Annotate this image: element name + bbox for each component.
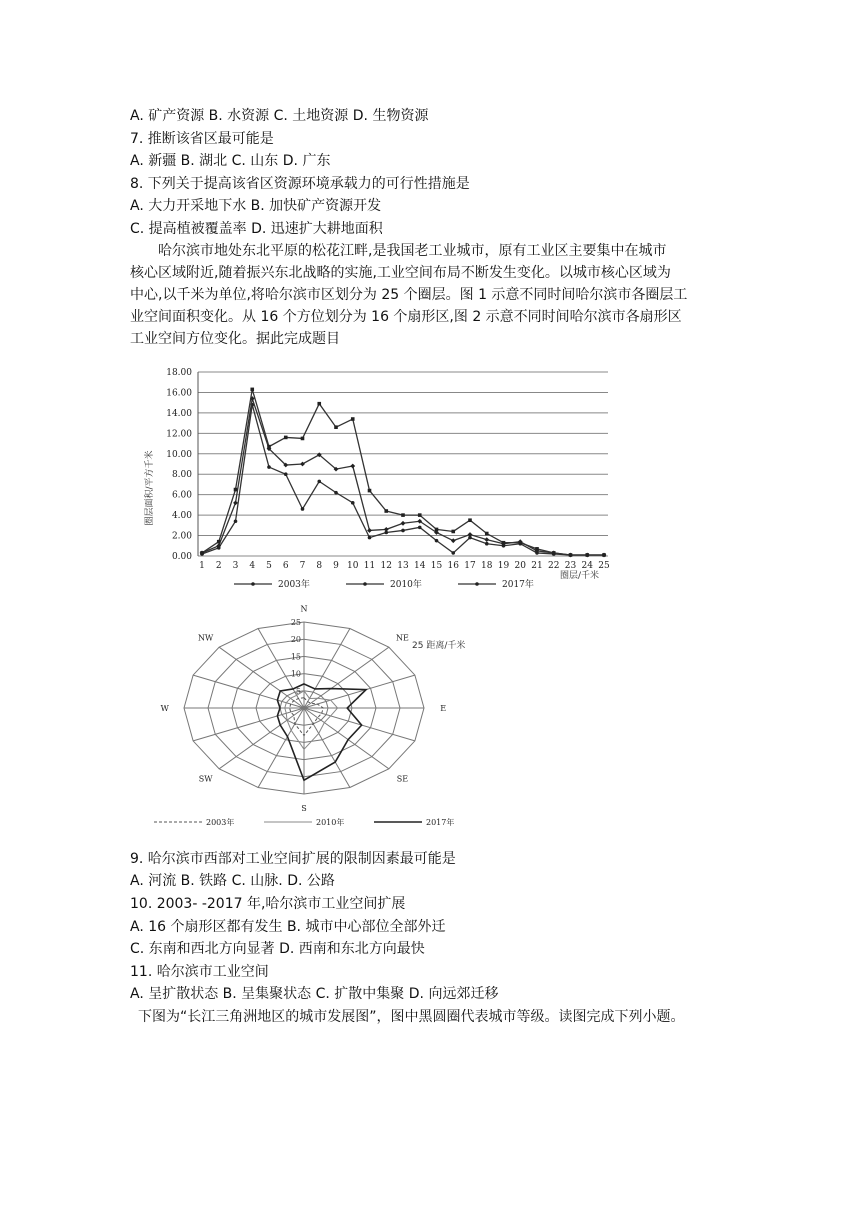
y-tick-label: 12.00 (166, 429, 192, 440)
legend (154, 817, 454, 827)
y-tick-label: 4.00 (171, 511, 192, 522)
direction-label: S (301, 803, 307, 813)
legend-label: 2003年 (206, 818, 235, 827)
x-tick-label: 4 (249, 561, 256, 571)
x-tick-label: 17 (464, 561, 476, 571)
x-tick-label: 3 (232, 561, 239, 571)
radius-tick-label: 5 (295, 686, 301, 696)
y-axis-label: 圈层面积/平方千米 (145, 450, 155, 526)
data-point (451, 530, 455, 534)
x-tick-label: 7 (299, 561, 306, 571)
x-tick-label: 2 (215, 561, 222, 571)
q8-stem: 8. 下列关于提高该省区资源环境承载力的可行性措施是 (130, 176, 470, 192)
direction-label: SW (198, 774, 213, 784)
radius-tick-label: 25 (290, 618, 301, 627)
radar-spoke (304, 647, 389, 708)
data-point (384, 509, 388, 513)
direction-label: W (160, 704, 169, 713)
figure-2-radar-chart (132, 604, 520, 832)
data-point (317, 402, 321, 406)
data-point (468, 532, 473, 537)
x-tick-label: 15 (430, 561, 443, 571)
data-point (468, 518, 472, 522)
figure-1-line-chart (132, 360, 610, 596)
direction-label: N (300, 604, 308, 614)
data-point (284, 472, 288, 476)
direction-label: NW (197, 633, 214, 643)
data-point (301, 437, 305, 441)
legend-label: 2017年 (426, 818, 455, 827)
q11-stem: 11. 哈尔滨市工业空间 (130, 964, 269, 980)
passage-harbin (130, 240, 740, 350)
x-tick-labels (199, 561, 610, 571)
y-tick-labels (166, 368, 192, 562)
y-tick-label: 6.00 (171, 490, 192, 501)
x-tick-label: 18 (481, 561, 493, 571)
direction-label: NE (396, 633, 409, 643)
data-point (435, 528, 439, 532)
passage-line-1: 哈尔滨市地处东北平原的松花江畔,是我国老工业城市，原有工业区主要集中在城市 (158, 243, 667, 259)
direction-label: E (440, 704, 447, 713)
radar-spoke (219, 708, 304, 769)
data-point (350, 464, 355, 469)
x-tick-label: 24 (581, 561, 593, 571)
data-point (418, 526, 422, 530)
y-tick-label: 10.00 (166, 449, 192, 460)
y-tick-label: 14.00 (166, 408, 192, 419)
legend-label: 2010年 (390, 580, 422, 590)
x-tick-label: 20 (514, 561, 526, 571)
legend-label: 2017年 (502, 580, 534, 590)
x-tick-label: 22 (548, 561, 560, 571)
data-point (301, 507, 305, 511)
x-tick-label: 8 (316, 561, 323, 571)
data-point (401, 521, 406, 526)
data-point (484, 537, 489, 542)
data-point (569, 553, 573, 557)
x-tick-label: 5 (266, 561, 272, 571)
q10-options-2: C. 东南和西北方向显著 D. 西南和东北方向最快 (130, 941, 425, 957)
data-point (200, 551, 204, 555)
data-point (267, 445, 271, 449)
passage-line-2: 核心区域附近,随着振兴东北战略的实施,工业空间布局不断发生变化。以城市核心区域为 (130, 265, 671, 281)
data-point (368, 489, 372, 493)
data-point (284, 436, 288, 440)
y-tick-label: 8.00 (171, 470, 192, 481)
x-tick-label: 1 (199, 561, 205, 571)
data-point (267, 465, 271, 469)
q10-stem: 10. 2003- -2017 年,哈尔滨市工业空间扩展 (130, 896, 406, 912)
legend-label: 2003年 (278, 580, 310, 590)
x-tick-label: 10 (347, 561, 359, 571)
data-point (384, 527, 389, 532)
x-tick-label: 25 (598, 561, 610, 571)
legend-marker (363, 582, 367, 586)
q11-options: A. 呈扩散状态 B. 呈集聚状态 C. 扩散中集聚 D. 向远郊迁移 (130, 986, 499, 1002)
data-point (451, 538, 456, 543)
passage-line-4: 业空间面积变化。从 16 个方位划分为 16 个扇形区,图 2 示意不同时间哈尔滨市各扇形区 (130, 309, 682, 325)
data-point (552, 551, 556, 555)
x-tick-label: 21 (531, 561, 543, 571)
q8-options-2: C. 提高植被覆盖率 D. 迅速扩大耕地面积 (130, 221, 383, 237)
radius-tick-label: 10 (290, 669, 301, 679)
data-point (351, 417, 355, 421)
q7-options: A. 新疆 B. 湖北 C. 山东 D. 广东 (130, 153, 331, 169)
x-tick-label: 13 (397, 561, 409, 571)
passage-yangtze: 下图为“长江三角洲地区的城市发展图”，图中黑圆圈代表城市等级。读图完成下列小题。 (138, 1009, 685, 1025)
data-point (502, 541, 506, 545)
y-tick-label: 16.00 (166, 388, 192, 399)
data-point (217, 540, 221, 544)
data-point (401, 513, 405, 517)
data-point (585, 553, 589, 557)
grid (198, 372, 608, 556)
radar-unit-label: 25 距离/千米 (412, 641, 466, 651)
radius-tick-label: 15 (290, 652, 301, 662)
passage-line-3: 中心,以千米为单位,将哈尔滨市区划分为 25 个圈层。图 1 示意不同时间哈尔滨市各圈层工 (130, 287, 688, 303)
data-point (602, 553, 606, 557)
q9-options: A. 河流 B. 铁路 C. 山脉. D. 公路 (130, 873, 335, 889)
q10-options-1: A. 16 个扇形区都有发生 B. 城市中心部位全部外迁 (130, 919, 446, 935)
y-tick-label: 2.00 (171, 531, 192, 542)
q9-stem: 9. 哈尔滨市西部对工业空间扩展的限制因素最可能是 (130, 851, 456, 867)
data-point (233, 500, 238, 505)
direction-label: SE (396, 774, 409, 784)
data-point (535, 547, 539, 551)
data-point (250, 388, 254, 392)
legend-marker (475, 582, 479, 586)
data-point (435, 539, 439, 543)
q6-options: A. 矿产资源 B. 水资源 C. 土地资源 D. 生物资源 (130, 108, 429, 124)
radius-tick-label: 20 (290, 635, 301, 645)
data-point (317, 480, 321, 484)
x-tick-label: 16 (447, 561, 459, 571)
y-tick-label: 0.00 (171, 552, 192, 562)
radar-grid (184, 622, 424, 794)
data-point (300, 462, 305, 467)
x-axis-label: 圈层/千米 (560, 571, 600, 581)
x-tick-label: 11 (363, 561, 376, 571)
x-tick-label: 19 (497, 561, 510, 571)
q7-stem: 7. 推断该省区最可能是 (130, 131, 274, 147)
data-point (518, 541, 522, 545)
data-point (418, 513, 422, 517)
x-tick-label: 23 (564, 561, 577, 571)
legend (234, 578, 534, 590)
radius-tick-labels (291, 618, 301, 696)
data-point (401, 529, 405, 533)
data-point (485, 542, 489, 546)
x-tick-label: 14 (414, 561, 426, 571)
data-point (234, 519, 238, 523)
data-point (334, 425, 338, 429)
q8-options-1: A. 大力开采地下水 B. 加快矿产资源开发 (130, 198, 382, 214)
legend-marker (251, 582, 255, 586)
data-point (351, 501, 355, 505)
data-point (451, 551, 455, 555)
y-tick-label: 18.00 (166, 368, 192, 378)
data-point (334, 491, 338, 495)
x-tick-label: 6 (282, 561, 289, 571)
passage-line-5: 工业空间方位变化。据此完成题目 (130, 331, 340, 347)
x-tick-label: 12 (380, 561, 392, 571)
data-point (367, 528, 372, 533)
x-tick-label: 9 (333, 561, 339, 571)
legend-label: 2010年 (316, 818, 345, 827)
data-point (485, 532, 489, 536)
data-point (234, 488, 238, 492)
radar-spoke (304, 708, 389, 769)
data-point (368, 536, 372, 540)
